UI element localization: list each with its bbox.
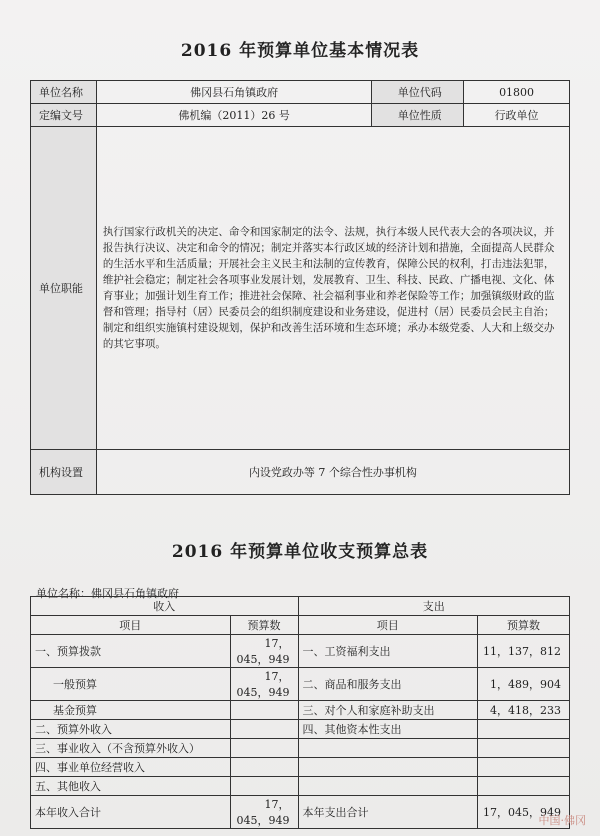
unit-code-value: 01800 — [464, 81, 570, 104]
income-item: 一、预算拨款 — [31, 635, 231, 668]
expense-amount — [478, 739, 570, 758]
expense-item — [298, 739, 478, 758]
income-item: 四、事业单位经营收入 — [31, 758, 231, 777]
income-amount-header: 预算数 — [230, 616, 298, 635]
budget-title: 2016 年预算单位收支预算总表 — [171, 542, 429, 562]
org-label: 机构设置 — [31, 450, 97, 495]
expense-amount-header: 预算数 — [478, 616, 570, 635]
table-row — [31, 616, 570, 635]
table-row — [31, 758, 570, 777]
income-amount — [230, 739, 298, 758]
budget-table — [30, 596, 570, 829]
basic-info-table — [30, 80, 570, 495]
income-item-header: 项目 — [31, 616, 231, 635]
expense-item: 三、对个人和家庭补助支出 — [298, 701, 478, 720]
expense-total-label: 本年支出合计 — [298, 796, 478, 829]
table-row-total — [31, 796, 570, 829]
income-total-label: 本年收入合计 — [31, 796, 231, 829]
table-row — [31, 127, 570, 450]
duty-text: 执行国家行政机关的决定、命令和国家制定的法令、法规，执行本级人民代表大会的各项决议，并报告执行决议、决定和命令的情况；制定并落实本行政区域的经济计划和措施，全面提高人民群众的生活水平和生活质量；开展社会主义民主和法制的宣传教育，保障公民的权利，打击违法犯罪，维护社会稳定；制定社会各项事业发展计划，发展教育、卫生、科技、民政、广播电视、文化、体育事业；加强计划生育工作；推进社会保障、社会福利事业和养老保险等工作；加强镇级财政的监督和管理；指导村（居）民委员会的组织制度建设和业务建设，促进村（居）民委员会民主自治；制定和组织实施镇村建设规划，保护和改善生活环境和生态环境；承办本级党委、人大和上级交办的其它事项。 — [96, 127, 569, 450]
table-row — [31, 104, 570, 127]
expense-item — [298, 758, 478, 777]
table-row — [31, 777, 570, 796]
expense-amount — [478, 758, 570, 777]
table-row — [31, 81, 570, 104]
duty-label: 单位职能 — [31, 127, 97, 450]
expense-item: 二、商品和服务支出 — [298, 668, 478, 701]
income-item: 一般预算 — [31, 668, 231, 701]
table-row — [31, 720, 570, 739]
income-amount: 17，045，949 — [230, 635, 298, 668]
table-row — [31, 668, 570, 701]
expense-amount — [478, 777, 570, 796]
income-amount — [230, 701, 298, 720]
basic-info-title: 2016 年预算单位基本情况表 — [180, 41, 420, 61]
income-total-amount: 17，045，949 — [230, 796, 298, 829]
expense-item: 一、工资福利支出 — [298, 635, 478, 668]
unit-name-label: 单位名称 — [31, 81, 97, 104]
table-row — [31, 635, 570, 668]
expense-header: 支出 — [298, 597, 570, 616]
watermark: 中国·佛冈 — [538, 814, 586, 827]
doc-no-label: 定编文号 — [31, 104, 97, 127]
expense-amount: 4，418，233 — [478, 701, 570, 720]
org-value: 内设党政办等 7 个综合性办事机构 — [96, 450, 569, 495]
nature-label: 单位性质 — [372, 104, 464, 127]
table-row — [31, 739, 570, 758]
table-row — [31, 597, 570, 616]
expense-amount: 11，137，812 — [478, 635, 570, 668]
income-amount — [230, 758, 298, 777]
income-item: 二、预算外收入 — [31, 720, 231, 739]
table-row — [31, 450, 570, 495]
unit-code-label: 单位代码 — [372, 81, 464, 104]
expense-item — [298, 777, 478, 796]
table-row — [31, 701, 570, 720]
income-amount: 17，045，949 — [230, 668, 298, 701]
nature-value: 行政单位 — [464, 104, 570, 127]
expense-total-amount: 17，045，949 — [478, 796, 570, 829]
income-item: 基金预算 — [31, 701, 231, 720]
unit-name-value: 佛冈县石角镇政府 — [96, 81, 371, 104]
income-amount — [230, 777, 298, 796]
expense-item: 四、其他资本性支出 — [298, 720, 478, 739]
income-header: 收入 — [31, 597, 299, 616]
expense-item-header: 项目 — [298, 616, 478, 635]
expense-amount — [478, 720, 570, 739]
expense-amount: 1，489，904 — [478, 668, 570, 701]
budget-unit-name: 单位名称：佛冈县石角镇政府 — [36, 587, 179, 600]
doc-no-value: 佛机编（2011）26 号 — [96, 104, 371, 127]
income-amount — [230, 720, 298, 739]
income-item: 五、其他收入 — [31, 777, 231, 796]
income-item: 三、事业收入（不含预算外收入） — [31, 739, 231, 758]
